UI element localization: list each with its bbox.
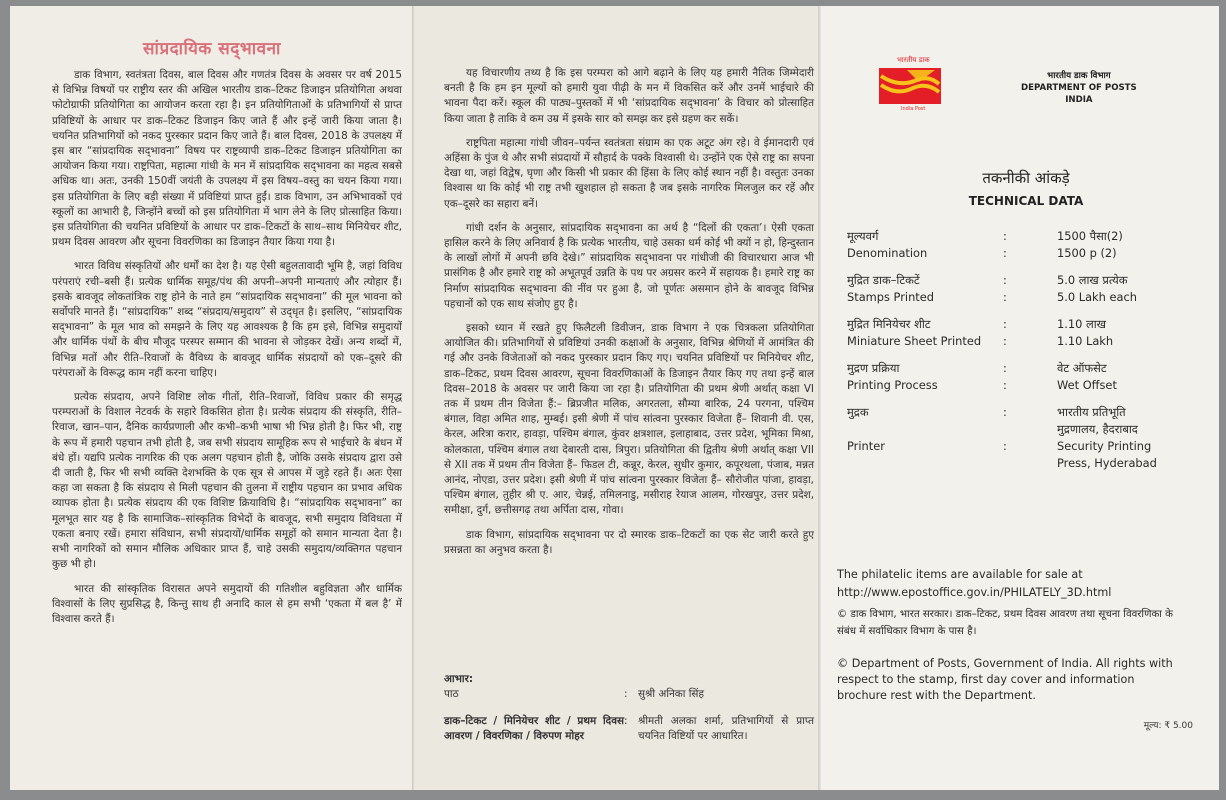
sale-info (837, 566, 1197, 602)
tech-row-printer (847, 404, 1207, 472)
tech-label-hi: मूल्यवर्ग (847, 229, 879, 243)
tech-label-en: Denomination (847, 246, 928, 260)
tech-value-hi: भारतीय प्रतिभूति (1057, 405, 1126, 419)
tech-colon: : (1003, 246, 1007, 260)
ack-colon: : (624, 715, 628, 727)
ack-design-row (444, 714, 814, 744)
tech-row (847, 272, 1207, 306)
paragraph: इसको ध्यान में रखते हुए फिलैटली डिवीजन, डाक विभाग ने एक चित्रकला प्रतियोगिता आयोजित की। प्रतिभागियों से प्रविष्टियां उनकी कक्षाओं के अनुसार, विभिन्न श्रेणियों में आमंत्रित की गई और उनके विजेताओं को नकद पुरस्कार प्रदान किए गए। चयनित प्रविष्टियों पर मिनियेचर शीट, डाक–टिकट, प्रथम दिवस आवरण, सूचना विवरणिकाओं के डिजाइन तैयार किए गए तथा इन्हें बाल दिवस–2018 के अवसर पर जारी किया जा रहा है। प्रतियोगिता की प्रथम श्रेणी अर्थात् कक्षा VI तक में प्रथम तीन विजेता हैं:– ब्रिप्रजीत मलिक, अगरतला, सौम्या बारिक, 24 परगना, पश्चिम बंगाल, विहा अमित शाह, मुम्बई। इसी श्रेणी में पांच सांत्वना पुरस्कार विजेता हैं– शिवानी वी. एस, केरल, अरित्रा करार, हावड़ा, पश्चिम बंगाल, कुंवर क्षत्रशाल, इलाहाबाद, उत्तर प्रदेश, भूमिका मिश्रा, कोलकाता, पश्चिम बंगाल तथा देबारती दास, त्रिपुरा। प्रतियोगिता की द्वितीय श्रेणी अर्थात् कक्षा VII से XII तक में प्रथम तीन विजेता हैं– फिडल टी, कन्नूर, केरल, सुधीर कुमार, कपूरथला, पंजाब, मन्नत आनंद, नोएडा, उत्तर प्रदेश। इसी श्रेणी में पांच सांत्वना पुरस्कार विजेता हैं– सौरोजीत पांजा, हावड़ा, पश्चिम बंगाल, तुहीर श्री ए. आर, चेन्नई, तमिलनाडु, मसीराह रेयाज आलम, गोरखपुर, उत्तर प्रदेश, समीक्षा, दुर्ग, छत्तीसगढ़ तथा अर्पिता दास, गोवा। (444, 322, 814, 517)
technical-data-title (951, 168, 1101, 208)
ack-design-label: डाक–टिकट / मिनियेचर शीट / प्रथम दिवस आवरण / विवरणिका / विरुपण मोहर (444, 715, 624, 742)
tech-colon: : (1003, 439, 1007, 453)
dept-country: INDIA (1065, 95, 1093, 105)
tech-label-en: Printer (847, 439, 885, 453)
paragraph: भारत की सांस्कृतिक विरासत अपने समुदायों की गतिशील बहुविज्ञता और धार्मिक विश्वासों के लिए सुप्रसिद्ध है, किन्तु साथ ही अनादि काल से हम सभी ‘एकता में बल है’ में विश्वास करते हैं। (52, 582, 402, 625)
tech-value-en: 5.0 Lakh each (1057, 290, 1137, 304)
dept-hindi: भारतीय डाक विभाग (1047, 71, 1111, 81)
technical-data-table (847, 228, 1207, 482)
tech-colon: : (1003, 317, 1007, 331)
right-panel (821, 6, 1219, 790)
paragraph: प्रत्येक संप्रदाय, अपने विशिष्ट लोक गीतों, रीति–रिवाजों, विविध प्रकार की समृद्ध परम्पराओं के विशाल नेटवर्क के सहारे विकसित होता है। प्रत्येक संप्रदाय की संस्कृति, रीति–रिवाज, खान–पान, दैनिक कार्यप्रणाली और कभी–कभी भाषा भी भिन्न होती है। फिर भी, राष्ट्र के रूप में हमारी पहचान तभी होती है, जब सभी संप्रदाय सामूहिक रूप से भाईचारे के बंधन में बंधे हों। यद्यपि प्रत्येक नागरिक की एक अलग पहचान होती है, जोकि उसके संप्रदाय द्वारा उसे दी जाती है, फिर भी सभी व्यक्ति देशभक्ति के एक सूत्र से आपस में जुड़े रहते हैं। अतः ऐसा कहा जा सकता है कि संप्रदाय से मिली पहचान की तुलना में राष्ट्रीय पहचान का प्रभाव अधिक व्यापक होता है। प्रत्येक संप्रदाय की एक विशिष्ट क्रियाविधि है। “सांप्रदायिक सद्‌भावना” का मूलभूत सार यह है कि सामाजिक–सांस्कृतिक विभेदों के बावजूद, सभी समुदाय विविधता में एकता बनाए रखें। हमारा संविधान, सभी संप्रदायों/धार्मिक समूहों को समान मान्यता देता है। सभी नागरिकों को समान मौलिक अधिकार प्राप्त हैं, चाहे उसकी समुदाय/व्यक्तिगत पहचान कुछ भी हो। (52, 391, 402, 571)
sale-text: The philatelic items are available for sale at (837, 568, 1083, 581)
tech-value-en: 1500 p (2) (1057, 246, 1117, 260)
tech-value-hi: मुद्रणालय, हैदराबाद (1057, 422, 1138, 436)
ack-text-label: पाठ (444, 688, 459, 700)
tech-colon: : (1003, 405, 1007, 419)
logo-subtext: India Post (901, 106, 926, 112)
tech-value-hi: 1.10 लाख (1057, 317, 1106, 331)
tech-label-hi: मुद्रित डाक–टिकटें (847, 273, 920, 287)
ack-colon: : (624, 688, 628, 700)
left-panel (10, 6, 414, 790)
paragraph: डाक विभाग, सांप्रदायिक सद्‌भावना पर दो स्मारक डाक–टिकटों का एक सेट जारी करते हुए प्रसन्नता का अनुभव करता है। (444, 528, 814, 556)
tech-label-en: Printing Process (847, 378, 938, 392)
panel-title: सांप्रदायिक सद्‌भावना (143, 39, 281, 59)
sale-link: http://www.epostoffice.gov.in/PHILATELY_3D.html (837, 586, 1112, 599)
tech-label-en: Miniature Sheet Printed (847, 334, 982, 348)
tech-label-hi: मुद्रित मिनियेचर शीट (847, 317, 931, 331)
title-english: TECHNICAL DATA (968, 194, 1084, 208)
middle-panel-body (444, 66, 814, 567)
tech-label-hi: मुद्रण प्रक्रिया (847, 361, 900, 375)
department-header (1021, 70, 1137, 106)
tech-value-hi: 5.0 लाख प्रत्येक (1057, 273, 1128, 287)
tech-value-en: Press, Hyderabad (1057, 456, 1157, 470)
paragraph: गांधी दर्शन के अनुसार, सांप्रदायिक सद्‌भावना का अर्थ है “दिलों की एकता’। ऐसी एकता हासिल करने के लिए अनिवार्य है कि प्रत्येक भारतीय, चाहे उसका धर्म कोई भी क्यों न हो, हिन्दुस्तान के लाखों लोगों में अपनी छवि देखे।” सांप्रदायिक सद्‌भावना पर गांधीजी की विचारधारा आज भी प्रासंगिक है और हमारे राष्ट्र को अभूतपूर्व उन्नति के पथ पर अग्रसर करने में सहायक है। हमारे राष्ट्र का निर्माण सांप्रदायिक सद्‌भावना की नींव पर हुआ है, जो पूर्णतः असमान होने के बावजूद विभिन्न पहचानों को एक साथ संजोए हुए है। (444, 221, 814, 310)
tech-label-hi: मुद्रक (847, 405, 869, 419)
price-label: मूल्य: ₹ 5.00 (1143, 721, 1193, 731)
tech-value-en: Security Printing (1057, 439, 1152, 453)
left-panel-body (52, 68, 402, 636)
logo-text: भारतीय डाक (897, 56, 930, 64)
tech-value-hi: वेट ऑफसेट (1057, 361, 1107, 375)
dept-english: DEPARTMENT OF POSTS (1021, 83, 1137, 93)
india-post-logo (877, 58, 943, 110)
title-hindi: तकनीकी आंकड़े (982, 169, 1070, 187)
tech-row (847, 228, 1207, 262)
tech-colon: : (1003, 273, 1007, 287)
ack-text-row (444, 687, 814, 702)
tech-value-en: Wet Offset (1057, 378, 1117, 392)
paragraph: राष्ट्रपिता महात्मा गांधी जीवन–पर्यन्त स्वतंत्रता संग्राम का एक अटूट अंग रहे। वे ईमानदारी एवं अहिंसा के पुंज थे और सभी संप्रदायों में सौहार्द के पक्के विश्वासी थे। उन्होंने एक ऐसे राष्ट्र का सपना देखा था, जहां विद्वेष, घृणा और किसी भी प्रकार की हिंसा के लिए कोई स्थान नहीं है। वस्तुतः उनका विश्वास था कि कोई भी राष्ट्र तभी खुशहाल हो सकता है जब इसके नागरिक मिलजुल कर रहें और एक–दूसरे का सहारा बनें। (444, 136, 814, 210)
tech-colon: : (1003, 361, 1007, 375)
acknowledgements (444, 672, 814, 744)
middle-panel (414, 6, 821, 790)
ack-design-value: श्रीमती अलका शर्मा, प्रतिभागियों से प्राप्त चयनित विष्टियों पर आधारित। (638, 715, 814, 742)
tech-colon: : (1003, 229, 1007, 243)
tech-colon: : (1003, 334, 1007, 348)
tech-value-en: 1.10 Lakh (1057, 334, 1114, 348)
ack-text-value: सुश्री अनिका सिंह (638, 688, 704, 700)
copyright-english: © Department of Posts, Government of India. All rights with respect to the stamp, first day cover and information brochure rest with the Department. (837, 657, 1173, 702)
paragraph: यह विचारणीय तथ्य है कि इस परम्परा को आगे बढ़ाने के लिए यह हमारी नैतिक जिम्मेदारी बनती है कि हम इन मूल्यों को हमारी युवा पीढ़ी के मन में विकसित करें और उनमें भाईचारे की भावना पैदा करें। स्कूल की पाठ्य–पुस्तकों में भी ‘सांप्रदायिक सद्‌भावना’ के विचार को प्रोत्साहित किया जाता है ताकि वे कम उम्र में इसके सार को समझ कर इसे ग्रहण कर सकें। (444, 67, 814, 125)
tech-value-hi: 1500 पैसा(2) (1057, 229, 1123, 243)
copyright-hindi: © डाक विभाग, भारत सरकार। डाक–टिकट, प्रथम दिवस आवरण तथा सूचना विवरणिका के संबंध में सर्वाधिकार विभाग के पास है। (837, 609, 1173, 637)
tech-colon: : (1003, 378, 1007, 392)
tech-row (847, 316, 1207, 350)
tech-colon: : (1003, 290, 1007, 304)
tech-row (847, 360, 1207, 394)
ack-heading: आभार: (444, 673, 474, 685)
paragraph: भारत विविध संस्कृतियों और धर्मों का देश है। यह ऐसी बहुलतावादी भूमि है, जहां विविध परंपराएं रची–बसी हैं। प्रत्येक धार्मिक समूह/पंथ की अपनी–अपनी मान्यताएं और त्योहार हैं। इसके बावजूद लोकतांत्रिक राष्ट्र होने के नाते हम “सांप्रदायिक सद्‌भावना” की मूल भावना को सर्वोपरि मानते हैं। “सांप्रदायिक” शब्द “संप्रदाय/समुदाय” से उद्‌धृत है। इसलिए, “सांप्रदायिक सद्‌भावना” के मूल भाव को समझने के लिए यह आवश्यक है कि हम इसे, विभिन्न समुदायों और धार्मिक पंथों के बीच मौजूद परस्पर सम्मान की भावना से जोड़कर देखें। अन्य शब्दों में, विभिन्न मतों और रीति–रिवाजों के वैविध्य के बावजूद धार्मिक संप्रदायों को एक–दूसरे की परंपराओं के विरूद्ध काम नहीं करना चाहिए। (52, 260, 402, 379)
paragraph: डाक विभाग, स्वतंत्रता दिवस, बाल दिवस और गणतंत्र दिवस के अवसर पर वर्ष 2015 से विभिन्न विषयों पर राष्ट्रीय स्तर की अखिल भारतीय डाक–टिकट डिजाइन प्रतियोगिता अथवा फोटोग्राफी प्रतियोगिता का आयोजन करता रहा है। इन प्रतियोगिताओं के प्रतिभागियों से प्राप्त प्रविष्टियों के आधार पर डाक–टिकट डिजाइन किए जाते हैं और इन्हें जारी किया जाता है। चयनित प्रतिभागियों को नकद पुरस्कार प्रदान किए जाते हैं। बाल दिवस, 2018 के उपलक्ष्य में इस बार “सांप्रदायिक सद्‌भावना” विषय पर राष्ट्रव्यापी डाक–टिकट डिजाइन प्रतियोगिता का आयोजन किया गया। राष्ट्रपिता, महात्मा गांधी के मन में सांप्रदायिक सद्‌भावना का महत्व सबसे अधिक था। अतः, उनकी 150वीं जयंती के उपलक्ष्य में इस विषय–वस्तु का चयन किया गया। इस प्रतियोगिता के लिए बड़ी संख्या में प्रविष्टियां प्राप्त हुईं। डाक विभाग, उन अभिभावकों एवं स्कूलों का आभारी है, जिन्होंने बच्चों को इस प्रतियोगिता में भाग लेने के लिए प्रोत्साहित किया। इस प्रतियोगिता की चयनित प्रविष्टियों के आधार पर डाक–टिकटों के साथ–साथ मिनियेचर शीट, प्रथम दिवस आवरण और सूचना विवरणिका का डिजाइन तैयार किया गया है। (52, 69, 402, 249)
tech-label-en: Stamps Printed (847, 290, 934, 304)
india-post-logo-icon (877, 58, 943, 110)
